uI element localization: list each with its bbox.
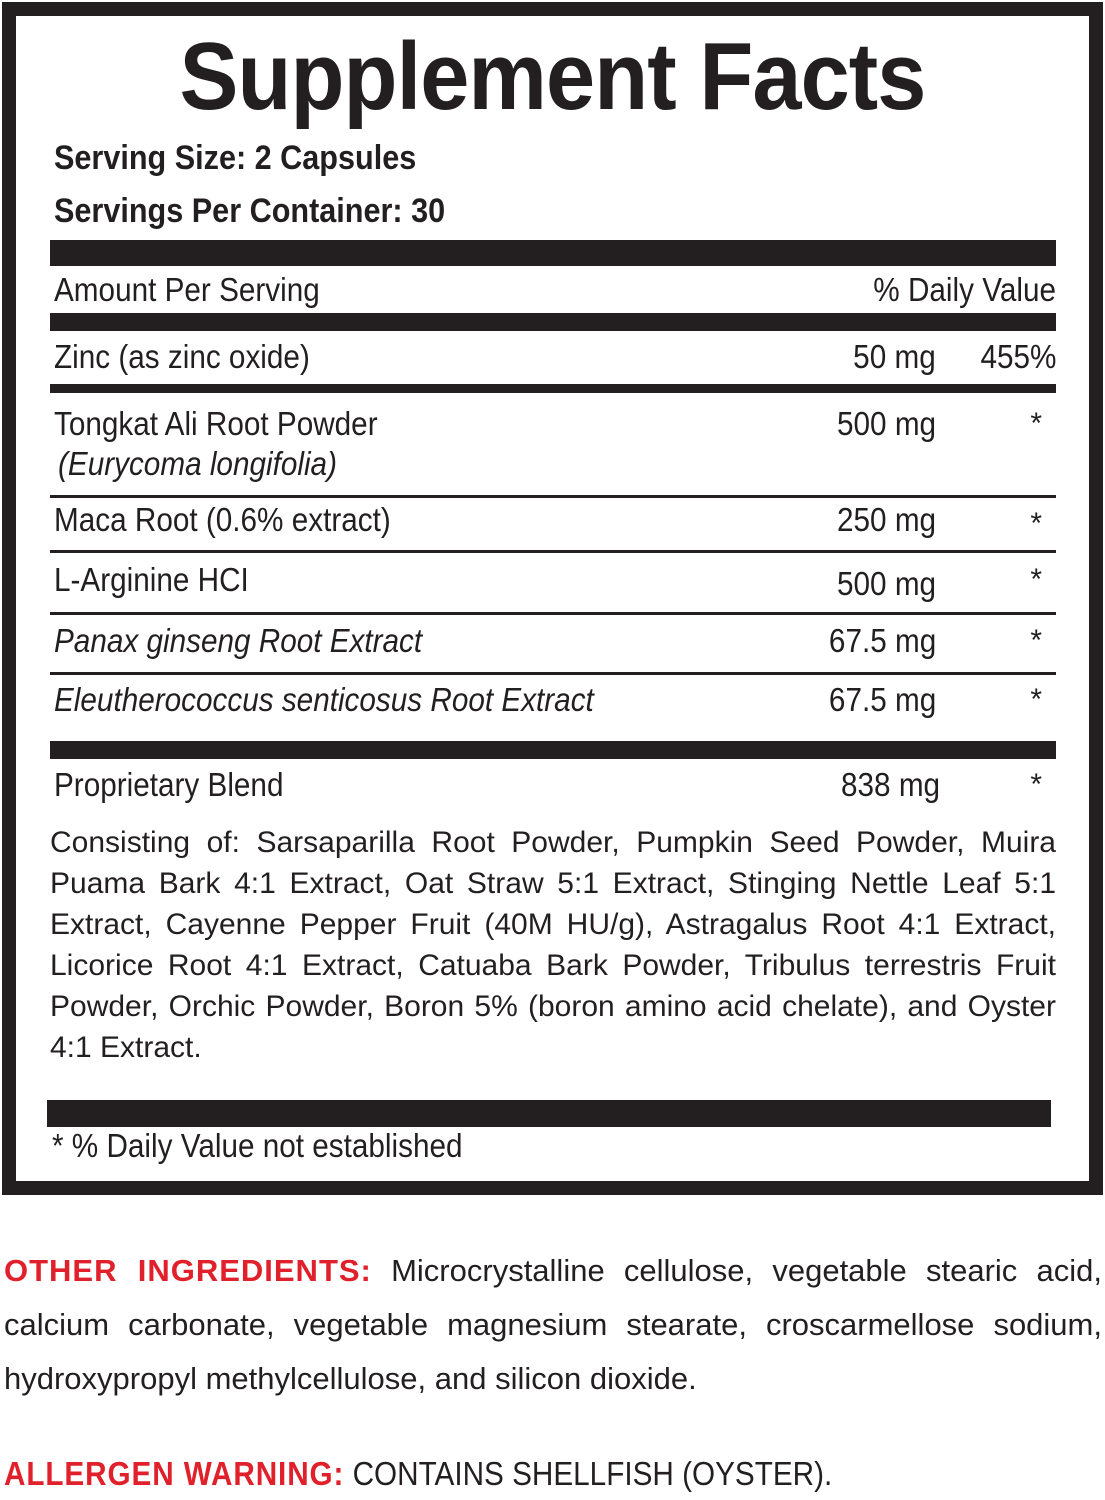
thick-divider	[47, 1100, 1051, 1127]
ingredient-botanical-name: (Eurycoma longifolia)	[58, 445, 337, 482]
asterisk-icon: *	[1030, 407, 1042, 440]
ingredient-amount: 500 mg	[836, 565, 936, 602]
ingredient-amount: 50 mg	[853, 338, 936, 375]
thick-divider	[50, 240, 1056, 266]
divider	[50, 495, 1056, 498]
allergen-warning	[4, 1452, 832, 1496]
thick-divider	[50, 313, 1056, 331]
page-title: Supplement Facts	[179, 23, 926, 130]
divider	[50, 672, 1056, 675]
divider	[50, 612, 1056, 615]
other-ingredients-text: Microcrystalline cellulose, vegetable stearic acid, calcium carbonate, vegetable magnesium stearate, croscarmellose sodium, hydroxypropyl methylcellulose, and silicon dioxide.	[4, 1253, 1102, 1396]
ingredient-name: Maca Root (0.6% extract)	[54, 501, 391, 538]
amount-per-serving-label: Amount Per Serving	[54, 271, 320, 308]
ingredient-name: L-Arginine HCI	[54, 561, 249, 598]
ingredient-amount: 838 mg	[840, 766, 940, 803]
serving-size: Serving Size: 2 Capsules	[54, 139, 417, 177]
divider	[50, 550, 1056, 553]
ingredient-name: Zinc (as zinc oxide)	[54, 338, 310, 375]
thick-divider	[50, 741, 1056, 759]
other-ingredients	[4, 1244, 1102, 1406]
medium-divider	[50, 384, 1056, 393]
asterisk-icon: *	[1030, 507, 1042, 540]
ingredient-name: Panax ginseng Root Extract	[54, 622, 423, 659]
allergen-warning-text: CONTAINS SHELLFISH (OYSTER).	[344, 1455, 833, 1492]
ingredient-name: Eleutherococcus senticosus Root Extract	[54, 681, 594, 718]
daily-value-label: % Daily Value	[873, 271, 1056, 308]
ingredient-name: Proprietary Blend	[54, 766, 284, 803]
ingredient-amount: 500 mg	[836, 405, 936, 442]
other-ingredients-label: OTHER INGREDIENTS:	[4, 1253, 372, 1288]
asterisk-icon: *	[1030, 768, 1042, 801]
daily-value-footnote: * % Daily Value not established	[52, 1127, 463, 1164]
ingredient-daily-value: 455%	[980, 338, 1056, 375]
asterisk-icon: *	[1030, 683, 1042, 716]
ingredient-amount: 67.5 mg	[828, 622, 936, 659]
ingredient-amount: 250 mg	[836, 501, 936, 538]
asterisk-icon: *	[1030, 563, 1042, 596]
ingredient-name: Tongkat Ali Root Powder	[54, 405, 378, 442]
servings-per-container: Servings Per Container: 30	[54, 192, 446, 230]
allergen-warning-label: ALLERGEN WARNING:	[4, 1455, 345, 1492]
proprietary-blend-description: Consisting of: Sarsaparilla Root Powder, Pumpkin Seed Powder, Muira Puama Bark 4:1 Extract, Oat Straw 5:1 Extract, Stinging Nettle Leaf 5:1 Extract, Cayenne Pepper Fruit (40M HU/g), Astragalus Root 4:1 Extract, Licorice Root 4:1 Extract, Catuaba Bark Powder, Tribulus terrestris Fruit Powder, Orchic Powder, Boron 5% (boron amino acid chelate), and Oyster 4:1 Extract.	[50, 826, 1056, 1064]
asterisk-icon: *	[1030, 624, 1042, 657]
ingredient-amount: 67.5 mg	[828, 681, 936, 718]
